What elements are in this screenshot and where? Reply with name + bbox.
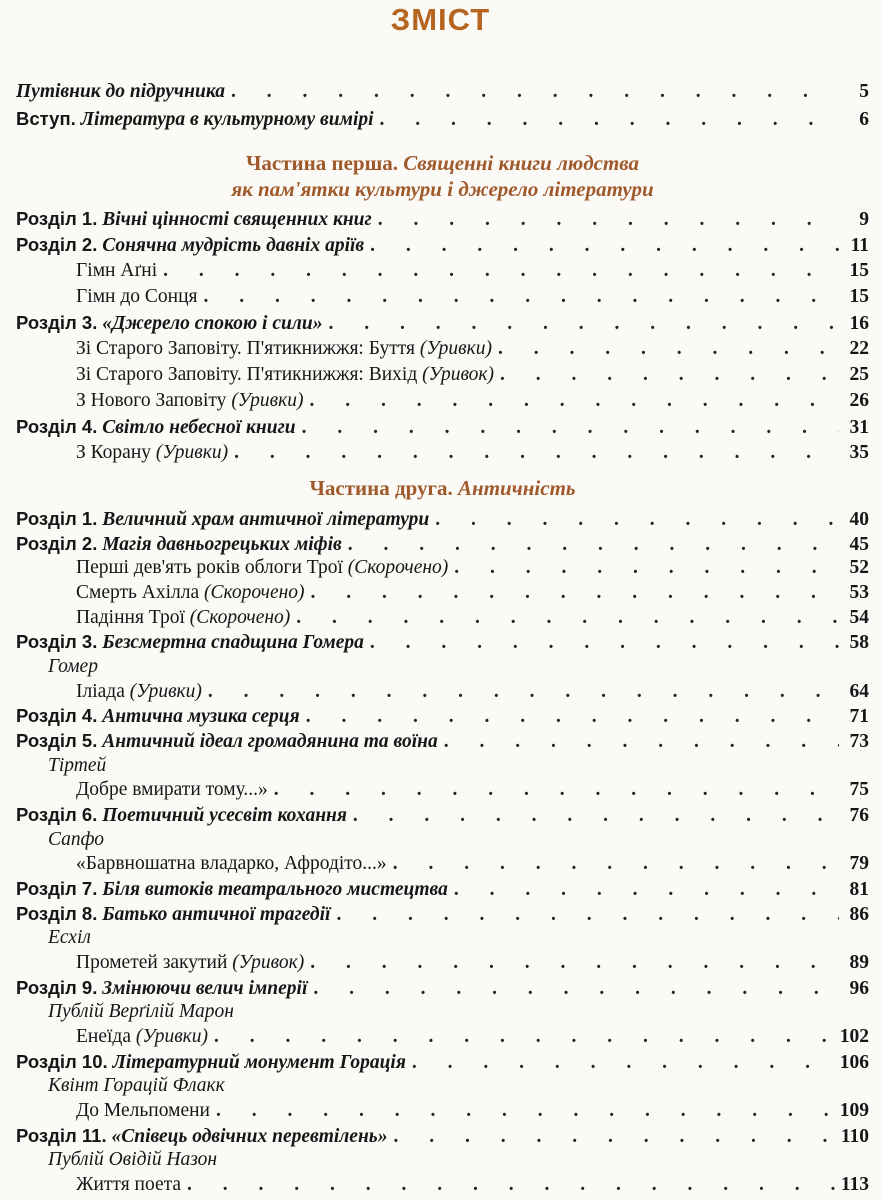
toc-note: (Уривок) [232,952,305,973]
page-number: 76 [849,805,869,826]
author-name: Публій Овідій Назон [48,1149,218,1170]
part-heading-2 [16,474,869,502]
toc-row-work[interactable] [16,777,869,803]
dot-leader [311,580,839,606]
dot-leader [306,704,839,730]
page-number: 54 [849,607,869,628]
toc-label: Літературний монумент Горація [112,1052,406,1073]
dot-leader [296,605,839,631]
toc-label: До Мельпомени [76,1100,210,1121]
toc-label: «Барвношатна владарко, Афродіто...» [76,853,387,874]
page-number: 25 [849,364,869,385]
toc-prefix: Розділ 2. [16,234,98,255]
page-number: 64 [849,681,869,702]
toc-label: Світло небесної книги [102,417,296,438]
toc-row-chapter[interactable] [16,975,869,1001]
toc-row-chapter[interactable] [16,901,869,927]
dot-leader [187,1172,835,1198]
author-name: Публій Верґілій Марон [48,1001,234,1022]
page-number: 22 [849,338,869,359]
part-heading-italic: Античність [458,476,576,500]
page-number: 71 [849,706,869,727]
toc-label: Сонячна мудрість давніх аріїв [102,235,365,256]
toc-row-work[interactable] [16,258,869,284]
toc-note: (Уривки) [419,338,492,359]
toc-note: (Скорочено) [204,582,305,603]
page-number: 73 [849,731,869,752]
part-heading-plain: Частина перша. [245,151,399,175]
toc-row-work[interactable] [16,950,869,976]
toc-row-chapter[interactable] [16,802,869,828]
part-heading-1-line2 [16,175,869,203]
toc-prefix: Розділ 10. [16,1051,108,1072]
toc-row-work[interactable] [16,362,869,388]
toc-row-work[interactable] [16,605,869,631]
toc-prefix: Вступ. [16,108,76,129]
toc-label: Іліада [76,681,125,702]
toc-row-chapter[interactable] [16,703,869,729]
page-number: 81 [849,879,869,900]
toc-row-work[interactable] [16,1024,869,1050]
toc-label: Життя поета [76,1174,182,1195]
toc-label: Антична музика серця [102,706,300,727]
dot-leader [214,1024,834,1050]
toc-row-chapter[interactable] [16,876,869,902]
page-number: 5 [859,81,869,102]
toc-row-chapter[interactable] [16,506,869,532]
page-number: 75 [849,779,869,800]
toc-label: Величний храм античної літератури [102,509,430,530]
toc-row-chapter[interactable] [16,629,869,655]
toc-label: Змінюючи велич імперії [102,978,308,999]
toc-row-work[interactable] [16,440,869,466]
toc-row-work[interactable] [16,1098,869,1124]
toc-prefix: Розділ 3. [16,631,98,652]
toc-label: Гімн Аґні [76,260,158,281]
author-name: Гомер [48,656,98,677]
dot-leader [454,877,839,903]
toc-row-chapter[interactable] [16,206,869,232]
toc-note: (Уривок) [422,364,495,385]
part-heading-1 [16,149,869,177]
toc-label: Прометей закутий [76,952,228,973]
page-number: 11 [850,235,869,256]
toc-label: Батько античної трагедії [102,904,331,925]
toc-label: Біля витоків театрального мистецтва [102,879,448,900]
page-number: 113 [840,1174,869,1195]
author-name: Сапфо [48,829,104,850]
toc-row-intro[interactable] [16,106,869,132]
author-name: Квінт Горацій Флакк [48,1075,225,1096]
dot-leader [380,107,839,133]
dot-leader [204,284,840,310]
toc-label: Вічні цінності священних книг [102,209,372,230]
toc-label: «Співець одвічних перевтілень» [111,1126,388,1147]
toc-row-author [16,999,869,1025]
dot-leader [328,311,839,337]
page-number: 109 [839,1100,869,1121]
toc-row-author [16,1073,869,1099]
toc-label: Добре вмирати тому...» [76,779,268,800]
dot-leader [234,440,839,466]
part-heading-italic: як пам'ятки культури і джерело літератури [231,177,654,201]
toc-row-chapter[interactable] [16,1123,869,1149]
page-number: 40 [849,509,869,530]
toc-note: (Уривки) [155,442,229,463]
toc-label: Падіння Трої [76,607,185,628]
toc-prefix: Розділ 7. [16,878,98,899]
toc-prefix: Розділ 2. [16,533,98,554]
dot-leader [370,630,839,656]
toc-label: Магія давньогрецьких міфів [102,534,342,555]
toc-prefix: Розділ 3. [16,312,98,333]
dot-leader [435,507,839,533]
dot-leader [500,362,839,388]
toc-row-work[interactable] [16,580,869,606]
dot-leader [370,233,839,259]
toc-label: Античний ідеал громадянина та воїна [102,731,438,752]
toc-row-work[interactable] [16,284,869,310]
toc-row-work[interactable] [16,388,869,414]
dot-leader [302,415,839,441]
page-number: 16 [849,313,869,334]
toc-row-chapter[interactable] [16,414,869,440]
toc-row-guide[interactable] [16,79,869,105]
toc-label: «Джерело спокою і сили» [102,313,323,334]
page-number: 89 [849,952,869,973]
author-name: Есхіл [48,927,91,948]
toc-label: Енеїда [76,1026,131,1047]
dot-leader [498,336,839,362]
toc-row-chapter[interactable] [16,232,869,258]
toc-note: (Скорочено) [189,607,291,628]
toc-prefix: Розділ 8. [16,903,98,924]
page-number: 6 [859,109,869,130]
page-number: 53 [849,582,869,603]
toc-prefix: Розділ 6. [16,804,98,825]
toc-note: (Уривки) [129,681,202,702]
dot-leader [353,803,839,829]
toc-label: Поетичний усесвіт кохання [102,805,347,826]
page-number: 52 [849,557,869,578]
page-number: 26 [849,390,869,411]
toc-row-chapter[interactable] [16,1049,869,1075]
toc-label: Смерть Ахілла [76,582,200,603]
part-heading-plain: Частина друга. [309,476,453,500]
dot-leader [454,555,839,581]
toc-prefix: Розділ 11. [16,1125,107,1146]
toc-label: З Нового Заповіту [76,390,227,411]
toc-row-chapter[interactable] [16,310,869,336]
dot-leader [163,258,839,284]
dot-leader [310,950,839,976]
toc-row-work[interactable] [16,555,869,581]
toc-row-author [16,827,869,853]
toc-prefix: Розділ 4. [16,416,98,437]
toc-row-work[interactable] [16,679,869,705]
toc-note: (Уривки) [231,390,304,411]
page-number: 9 [859,209,869,230]
toc-row-chapter[interactable] [16,728,869,754]
toc-prefix: Розділ 1. [16,508,98,529]
dot-leader [208,679,839,705]
toc-label: Зі Старого Заповіту. П'ятикнижжя: Буття [76,338,415,359]
toc-row-work[interactable] [16,336,869,362]
toc-prefix: Розділ 9. [16,977,98,998]
dot-leader [231,79,839,105]
toc-note: (Скорочено) [347,557,449,578]
dot-leader [274,777,839,803]
toc-note: (Уривки) [135,1026,209,1047]
toc-label: Путівник до підручника [16,81,225,102]
toc-label: Безсмертна спадщина Гомера [102,632,364,653]
part-heading-italic: Священні книги людства [403,151,640,175]
page-number: 86 [849,904,869,925]
dot-leader [393,851,839,877]
page-number: 15 [849,260,869,281]
toc-row-work[interactable] [16,1172,869,1198]
toc-label: Література в культурному вимірі [80,109,374,130]
page-number: 15 [849,286,869,307]
toc-row-author [16,1147,869,1173]
toc-row-work[interactable] [16,851,869,877]
toc-label: З Корану [76,442,152,463]
page-number: 35 [849,442,869,463]
toc-row-author [16,753,869,779]
page-number: 106 [839,1052,869,1073]
page-title: ЗМІСТ [390,2,491,37]
toc-label: Перші дев'ять років облоги Трої [76,557,343,578]
toc-prefix: Розділ 5. [16,730,98,751]
toc-label: Зі Старого Заповіту. П'ятикнижжя: Вихід [76,364,418,385]
toc-row-chapter[interactable] [16,531,869,557]
page-number: 96 [849,978,869,999]
author-name: Тіртей [48,755,107,776]
page-number: 102 [839,1026,869,1047]
dot-leader [444,729,839,755]
toc-row-author [16,925,869,951]
page-number: 58 [849,632,869,653]
dot-leader [378,207,839,233]
dot-leader [216,1098,834,1124]
toc-prefix: Розділ 4. [16,705,98,726]
toc-row-author [16,654,869,680]
page-number: 110 [840,1126,869,1147]
toc-prefix: Розділ 1. [16,208,98,229]
page-number: 79 [849,853,869,874]
toc-label: Гімн до Сонця [76,286,198,307]
dot-leader [309,388,839,414]
page-number: 31 [849,417,869,438]
page-number: 45 [849,534,869,555]
